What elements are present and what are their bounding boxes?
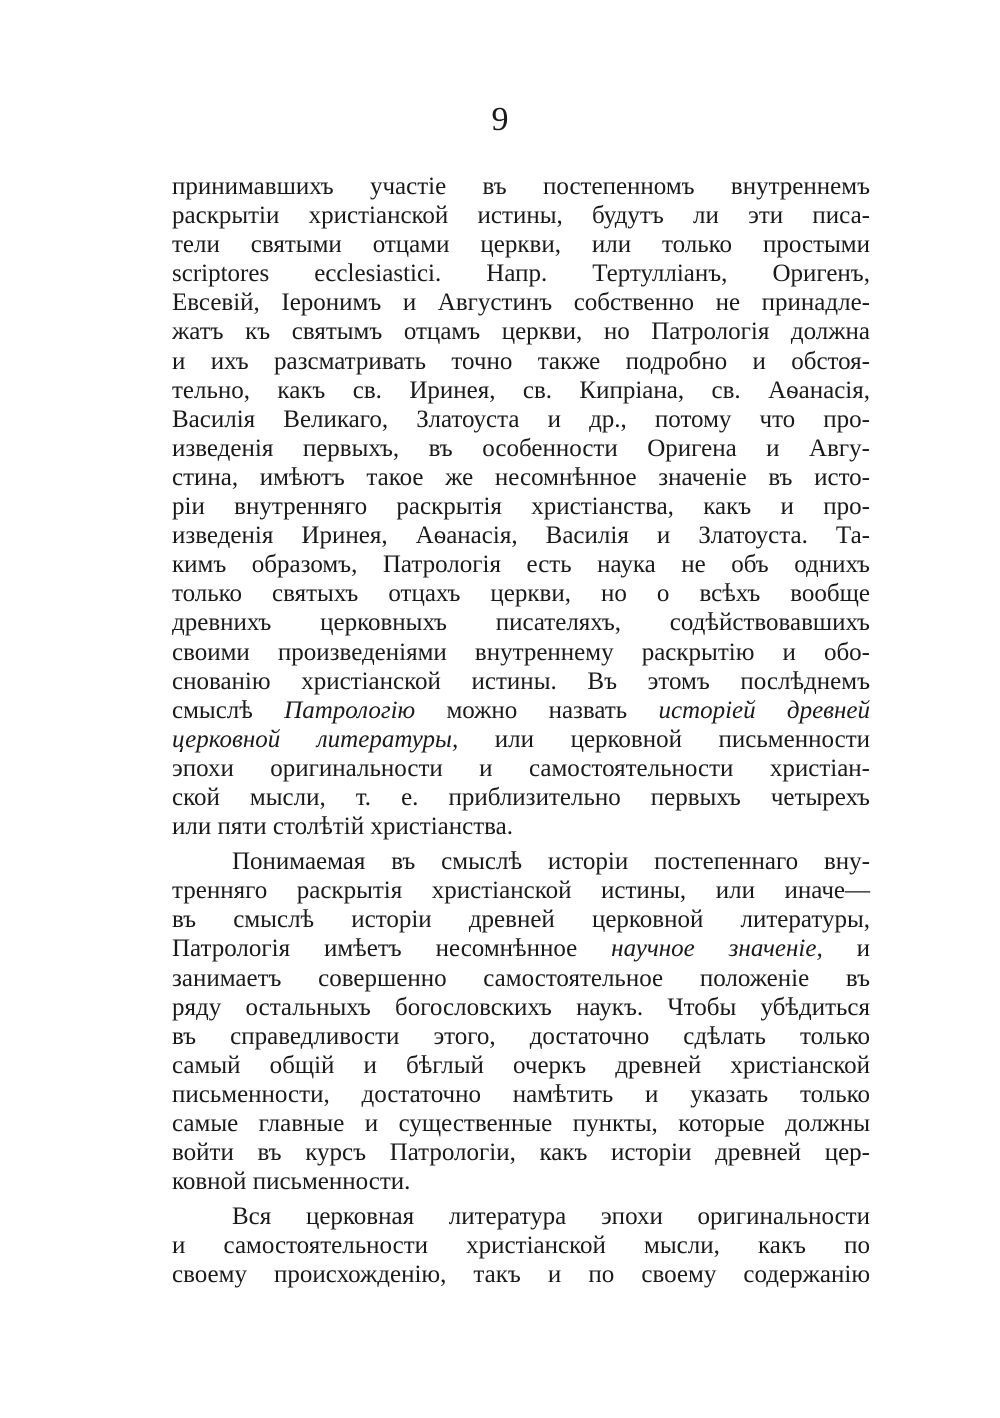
italic-text: церковной литературы, bbox=[172, 725, 459, 753]
text-line bbox=[172, 201, 870, 230]
text-segment: и ихъ разсматривать точно также подробно и обстоя- bbox=[172, 347, 870, 375]
text-segment: Вся церковная литература эпохи оригинальности bbox=[232, 1203, 870, 1231]
text-line bbox=[172, 1260, 870, 1289]
text-segment: можно назвать bbox=[415, 696, 659, 724]
text-line bbox=[172, 905, 870, 934]
page-number: 9 bbox=[491, 101, 509, 138]
text-line bbox=[172, 783, 870, 812]
text-segment: принимавшихъ участіе въ постепенномъ внутреннемъ bbox=[172, 173, 870, 200]
text-segment: ряду остальныхъ богословскихъ наукъ. Чтобы убѣдиться bbox=[172, 993, 870, 1021]
text-segment: стина, имѣютъ такое же несомнѣнное значеніе въ исто- bbox=[172, 463, 870, 491]
text-segment: снованію христіанской истины. Въ этомъ послѣднемъ bbox=[172, 667, 870, 695]
italic-text: исторіей древней bbox=[658, 696, 871, 724]
paragraph bbox=[172, 1202, 870, 1289]
text-line bbox=[172, 754, 870, 783]
text-segment: самые главные и существенные пункты, которые должны bbox=[172, 1110, 870, 1137]
text-line bbox=[172, 259, 870, 288]
text-line bbox=[172, 993, 870, 1022]
text-line bbox=[172, 550, 870, 579]
italic-text: научное значеніе, bbox=[611, 935, 823, 963]
text-segment: письменности, достаточно намѣтить и указать только bbox=[172, 1080, 870, 1108]
text-line bbox=[172, 463, 870, 492]
text-segment: жатъ къ святымъ отцамъ церкви, но Патрологія должна bbox=[172, 318, 870, 346]
text-line bbox=[172, 376, 870, 405]
text-segment: своему происхожденію, такъ и по своему содержанію bbox=[172, 1261, 870, 1289]
text-segment: своими произведеніями внутреннему раскрытію и обо- bbox=[172, 638, 870, 666]
text-segment: смыслѣ bbox=[172, 696, 285, 724]
text-line bbox=[172, 492, 870, 521]
text-line bbox=[172, 347, 870, 376]
text-segment: Понимаемая въ смыслѣ исторіи постепеннаго вну- bbox=[232, 848, 870, 876]
text-segment: изведенія первыхъ, въ особенности Оригена и Авгу- bbox=[172, 434, 870, 462]
text-line bbox=[172, 934, 870, 963]
text-segment: scriptores ecclesiastici. Напр. Тертулліанъ, Оригенъ, bbox=[172, 260, 870, 288]
paragraph bbox=[172, 847, 870, 1196]
text-segment: древнихъ церковныхъ писателяхъ, содѣйствовавшихъ bbox=[172, 609, 870, 637]
text-segment: или пяти столѣтій христіанства. bbox=[172, 813, 513, 841]
text-line bbox=[172, 1022, 870, 1051]
text-line bbox=[172, 667, 870, 696]
text-segment: кимъ образомъ, Патрологія есть наука не объ однихъ bbox=[172, 551, 870, 579]
text-segment: изведенія Иринея, Аѳанасія, Василія и Златоуста. Та- bbox=[172, 522, 870, 550]
text-line bbox=[172, 434, 870, 463]
text-line bbox=[172, 725, 870, 754]
italic-text: Патрологію bbox=[284, 696, 416, 724]
text-line bbox=[172, 608, 870, 637]
text-segment: ской мысли, т. е. приблизительно первыхъ четырехъ bbox=[172, 783, 870, 811]
text-line bbox=[172, 1202, 870, 1231]
text-line bbox=[172, 1051, 870, 1080]
text-segment: эпохи оригинальности и самостоятельности христіан- bbox=[172, 754, 870, 782]
text-segment: и самостоятельности христіанской мысли, какъ по bbox=[172, 1232, 870, 1260]
paragraph bbox=[172, 172, 870, 841]
text-segment: Василія Великаго, Златоуста и др., потому что про- bbox=[172, 405, 870, 433]
text-line bbox=[172, 405, 870, 434]
text-line bbox=[172, 1138, 870, 1167]
text-line bbox=[172, 1231, 870, 1260]
text-line bbox=[172, 847, 870, 876]
text-line bbox=[172, 1167, 870, 1196]
text-segment: и bbox=[822, 935, 871, 963]
text-line bbox=[172, 230, 870, 259]
text-segment: Патрологія имѣетъ несомнѣнное bbox=[172, 935, 612, 963]
text-line bbox=[172, 964, 870, 993]
text-segment: тренняго раскрытія христіанской истины, или иначе— bbox=[172, 877, 870, 905]
text-segment: самый общій и бѣглый очеркъ древней христіанской bbox=[172, 1051, 870, 1079]
text-line bbox=[172, 812, 870, 841]
body-text bbox=[172, 172, 870, 1290]
text-line bbox=[172, 521, 870, 550]
text-line bbox=[172, 1109, 870, 1138]
text-line bbox=[172, 288, 870, 317]
text-segment: раскрытіи христіанской истины, будутъ ли эти писа- bbox=[172, 202, 870, 230]
text-segment: или церковной письменности bbox=[458, 725, 870, 753]
text-segment: Евсевій, Іеронимъ и Августинъ собственно не принадле- bbox=[172, 289, 870, 317]
text-segment: только святыхъ отцахъ церкви, но о всѣхъ вообще bbox=[172, 580, 870, 608]
text-line bbox=[172, 317, 870, 346]
text-line bbox=[172, 876, 870, 905]
text-segment: ковной письменности. bbox=[172, 1168, 411, 1196]
text-segment: ріи внутренняго раскрытія христіанства, какъ и про- bbox=[172, 493, 870, 521]
text-segment: въ смыслѣ исторіи древней церковной литературы, bbox=[172, 906, 870, 934]
text-line bbox=[172, 172, 870, 201]
text-line bbox=[172, 638, 870, 667]
text-segment: тели святыми отцами церкви, или только простыми bbox=[172, 231, 870, 259]
text-line bbox=[172, 579, 870, 608]
text-segment: въ справедливости этого, достаточно сдѣлать только bbox=[172, 1022, 870, 1050]
text-line bbox=[172, 696, 870, 725]
text-segment: войти въ курсъ Патрологіи, какъ исторіи древней цер- bbox=[172, 1139, 870, 1167]
text-segment: тельно, какъ св. Иринея, св. Кипріана, св. Аѳанасія, bbox=[172, 376, 870, 404]
text-line bbox=[172, 1080, 870, 1109]
text-segment: занимаетъ совершенно самостоятельное положеніе въ bbox=[172, 964, 870, 992]
